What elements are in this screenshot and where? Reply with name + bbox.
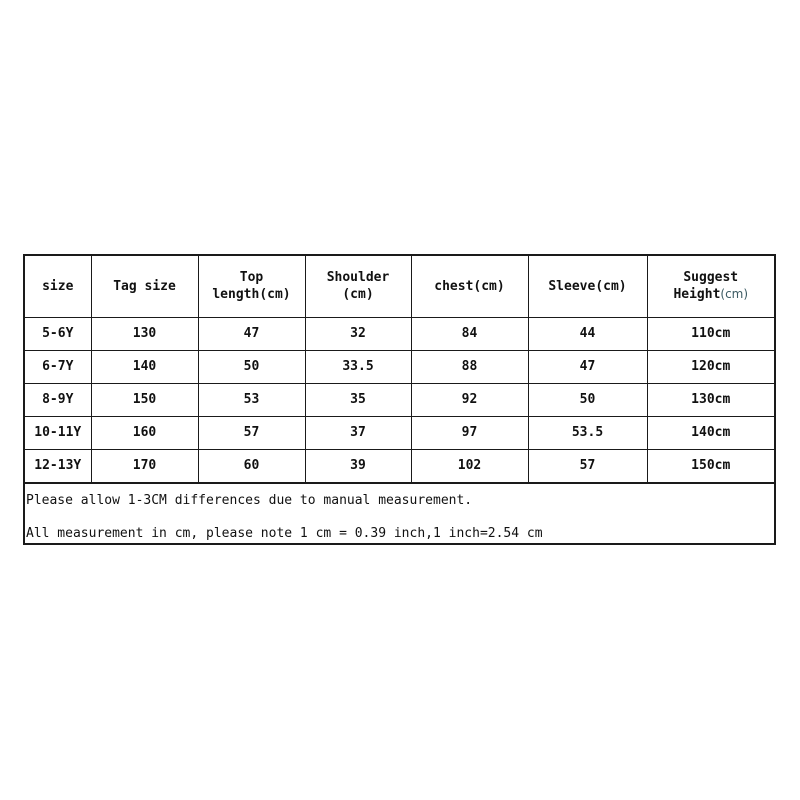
header-size-label: size bbox=[42, 278, 74, 294]
header-shoulder-line2: (cm) bbox=[342, 287, 374, 303]
cell-shoulder: 37 bbox=[305, 416, 411, 449]
header-chest-label: chest(cm) bbox=[434, 278, 505, 294]
cell-top-length: 50 bbox=[198, 350, 305, 383]
cell-chest: 84 bbox=[411, 317, 528, 350]
cell-size: 5-6Y bbox=[25, 317, 91, 350]
header-shoulder-line1: Shoulder bbox=[326, 270, 390, 286]
cell-tag-size: 140 bbox=[91, 350, 198, 383]
header-top-length-line1: Top bbox=[239, 270, 264, 286]
header-suggest-height-line1: Suggest bbox=[683, 270, 739, 286]
header-row bbox=[25, 256, 774, 317]
table-row bbox=[25, 383, 774, 416]
cell-size: 10-11Y bbox=[25, 416, 91, 449]
cell-size: 12-13Y bbox=[25, 449, 91, 482]
note-conversion: All measurement in cm, please note 1 cm = 0.39 inch,1 inch=2.54 cm bbox=[26, 525, 543, 541]
cell-chest: 88 bbox=[411, 350, 528, 383]
table-row bbox=[25, 449, 774, 482]
cell-sleeve: 57 bbox=[528, 449, 647, 482]
header-suggest-height bbox=[647, 256, 774, 317]
header-sleeve bbox=[528, 256, 647, 317]
cell-shoulder: 32 bbox=[305, 317, 411, 350]
cell-shoulder: 33.5 bbox=[305, 350, 411, 383]
cell-suggest-height: 140cm bbox=[647, 416, 774, 449]
cell-suggest-height: 120cm bbox=[647, 350, 774, 383]
cell-suggest-height: 110cm bbox=[647, 317, 774, 350]
cell-tag-size: 160 bbox=[91, 416, 198, 449]
cell-top-length: 47 bbox=[198, 317, 305, 350]
table-row bbox=[25, 416, 774, 449]
header-suggest-height-unit: (cm) bbox=[720, 287, 749, 302]
cell-suggest-height: 150cm bbox=[647, 449, 774, 482]
header-suggest-height-line2: Height bbox=[673, 287, 721, 303]
cell-suggest-height: 130cm bbox=[647, 383, 774, 416]
header-sleeve-label: Sleeve(cm) bbox=[548, 278, 627, 294]
header-chest bbox=[411, 256, 528, 317]
cell-size: 8-9Y bbox=[25, 383, 91, 416]
table-row bbox=[25, 317, 774, 350]
size-chart bbox=[23, 254, 776, 545]
cell-tag-size: 150 bbox=[91, 383, 198, 416]
header-tag-size bbox=[91, 256, 198, 317]
header-shoulder bbox=[305, 256, 411, 317]
cell-tag-size: 170 bbox=[91, 449, 198, 482]
cell-chest: 102 bbox=[411, 449, 528, 482]
cell-size: 6-7Y bbox=[25, 350, 91, 383]
cell-chest: 92 bbox=[411, 383, 528, 416]
header-tag-size-label: Tag size bbox=[113, 278, 176, 294]
cell-chest: 97 bbox=[411, 416, 528, 449]
header-top-length-line2: length(cm) bbox=[212, 287, 291, 303]
cell-sleeve: 53.5 bbox=[528, 416, 647, 449]
cell-top-length: 57 bbox=[198, 416, 305, 449]
measurement-notes bbox=[25, 483, 774, 547]
note-allowance: Please allow 1-3CM differences due to manual measurement. bbox=[26, 492, 473, 508]
cell-top-length: 60 bbox=[198, 449, 305, 482]
header-size bbox=[25, 256, 91, 317]
cell-sleeve: 50 bbox=[528, 383, 647, 416]
cell-sleeve: 47 bbox=[528, 350, 647, 383]
cell-top-length: 53 bbox=[198, 383, 305, 416]
cell-shoulder: 39 bbox=[305, 449, 411, 482]
cell-tag-size: 130 bbox=[91, 317, 198, 350]
size-table bbox=[25, 256, 774, 483]
cell-shoulder: 35 bbox=[305, 383, 411, 416]
table-row bbox=[25, 350, 774, 383]
header-top-length bbox=[198, 256, 305, 317]
cell-sleeve: 44 bbox=[528, 317, 647, 350]
